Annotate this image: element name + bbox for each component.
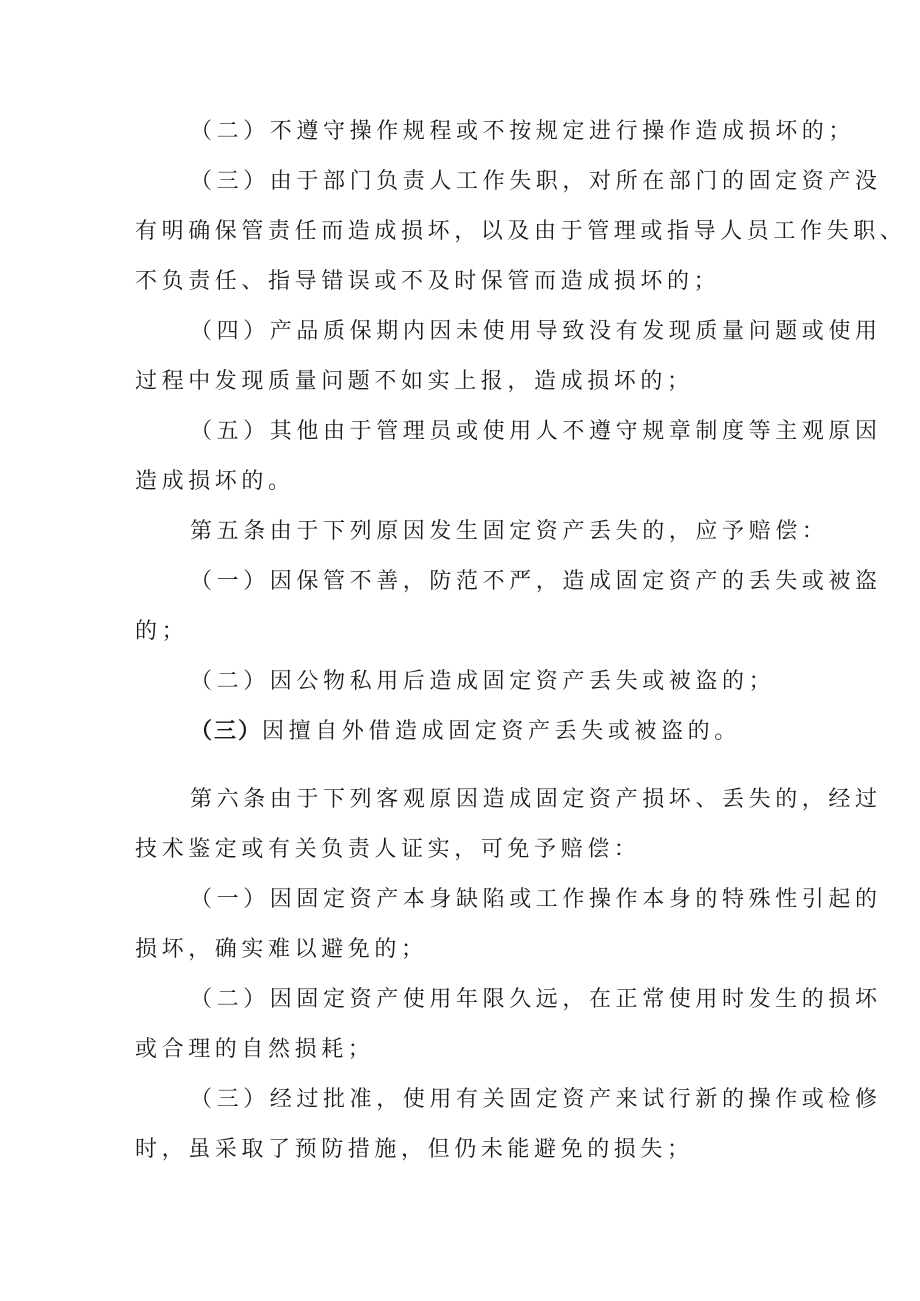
clause-6-item-3-line-2: 时，虽采取了预防措施，但仍未能避免的损失； <box>135 1137 694 1162</box>
clause-6-heading-line-2: 技术鉴定或有关负责人证实，可免予赔偿： <box>135 837 641 862</box>
clause-5-item-2: （二）因公物私用后造成固定资产丢失或被盗的； <box>190 669 776 694</box>
clause-6-heading-line-1: 第六条由于下列客观原因造成固定资产损坏、丢失的，经过 <box>190 787 882 812</box>
clause-4-item-3-line-2: 有明确保管责任而造成损坏，以及由于管理或指导人员工作失职、 <box>135 219 907 244</box>
clause-6-item-1-line-1: （一）因固定资产本身缺陷或工作操作本身的特殊性引起的 <box>190 887 882 912</box>
clause-6-item-1-line-2: 损坏，确实难以避免的； <box>135 937 428 962</box>
clause-5-item-1-line-2: 的； <box>135 619 189 644</box>
clause-5-item-3 <box>190 717 741 747</box>
clause-4-item-2: （二）不遵守操作规程或不按规定进行操作造成损坏的； <box>190 119 856 144</box>
clause-5-item-3-text: 因擅自外借造成固定资产丢失或被盗的。 <box>262 719 741 744</box>
clause-5-item-3-marker: （三） <box>190 719 263 744</box>
clause-6-item-2-line-2: 或合理的自然损耗； <box>135 1037 375 1062</box>
clause-4-item-4-line-1: （四）产品质保期内因未使用导致没有发现质量问题或使用 <box>190 319 882 344</box>
clause-6-item-2-line-1: （二）因固定资产使用年限久远，在正常使用时发生的损坏 <box>190 987 882 1012</box>
clause-5-heading: 第五条由于下列原因发生固定资产丢失的，应予赔偿： <box>190 519 829 544</box>
clause-4-item-3-line-3: 不负责任、指导错误或不及时保管而造成损坏的； <box>135 269 721 294</box>
clause-4-item-5-line-1: （五）其他由于管理员或使用人不遵守规章制度等主观原因 <box>190 419 882 444</box>
clause-4-item-5-line-2: 造成损坏的。 <box>135 469 295 494</box>
clause-4-item-3-line-1: （三）由于部门负责人工作失职，对所在部门的固定资产没 <box>190 169 882 194</box>
clause-6-item-3-line-1: （三）经过批准，使用有关固定资产来试行新的操作或检修 <box>190 1087 882 1112</box>
clause-4-item-4-line-2: 过程中发现质量问题不如实上报，造成损坏的； <box>135 369 694 394</box>
clause-5-item-1-line-1: （一）因保管不善，防范不严，造成固定资产的丢失或被盗 <box>190 569 882 594</box>
